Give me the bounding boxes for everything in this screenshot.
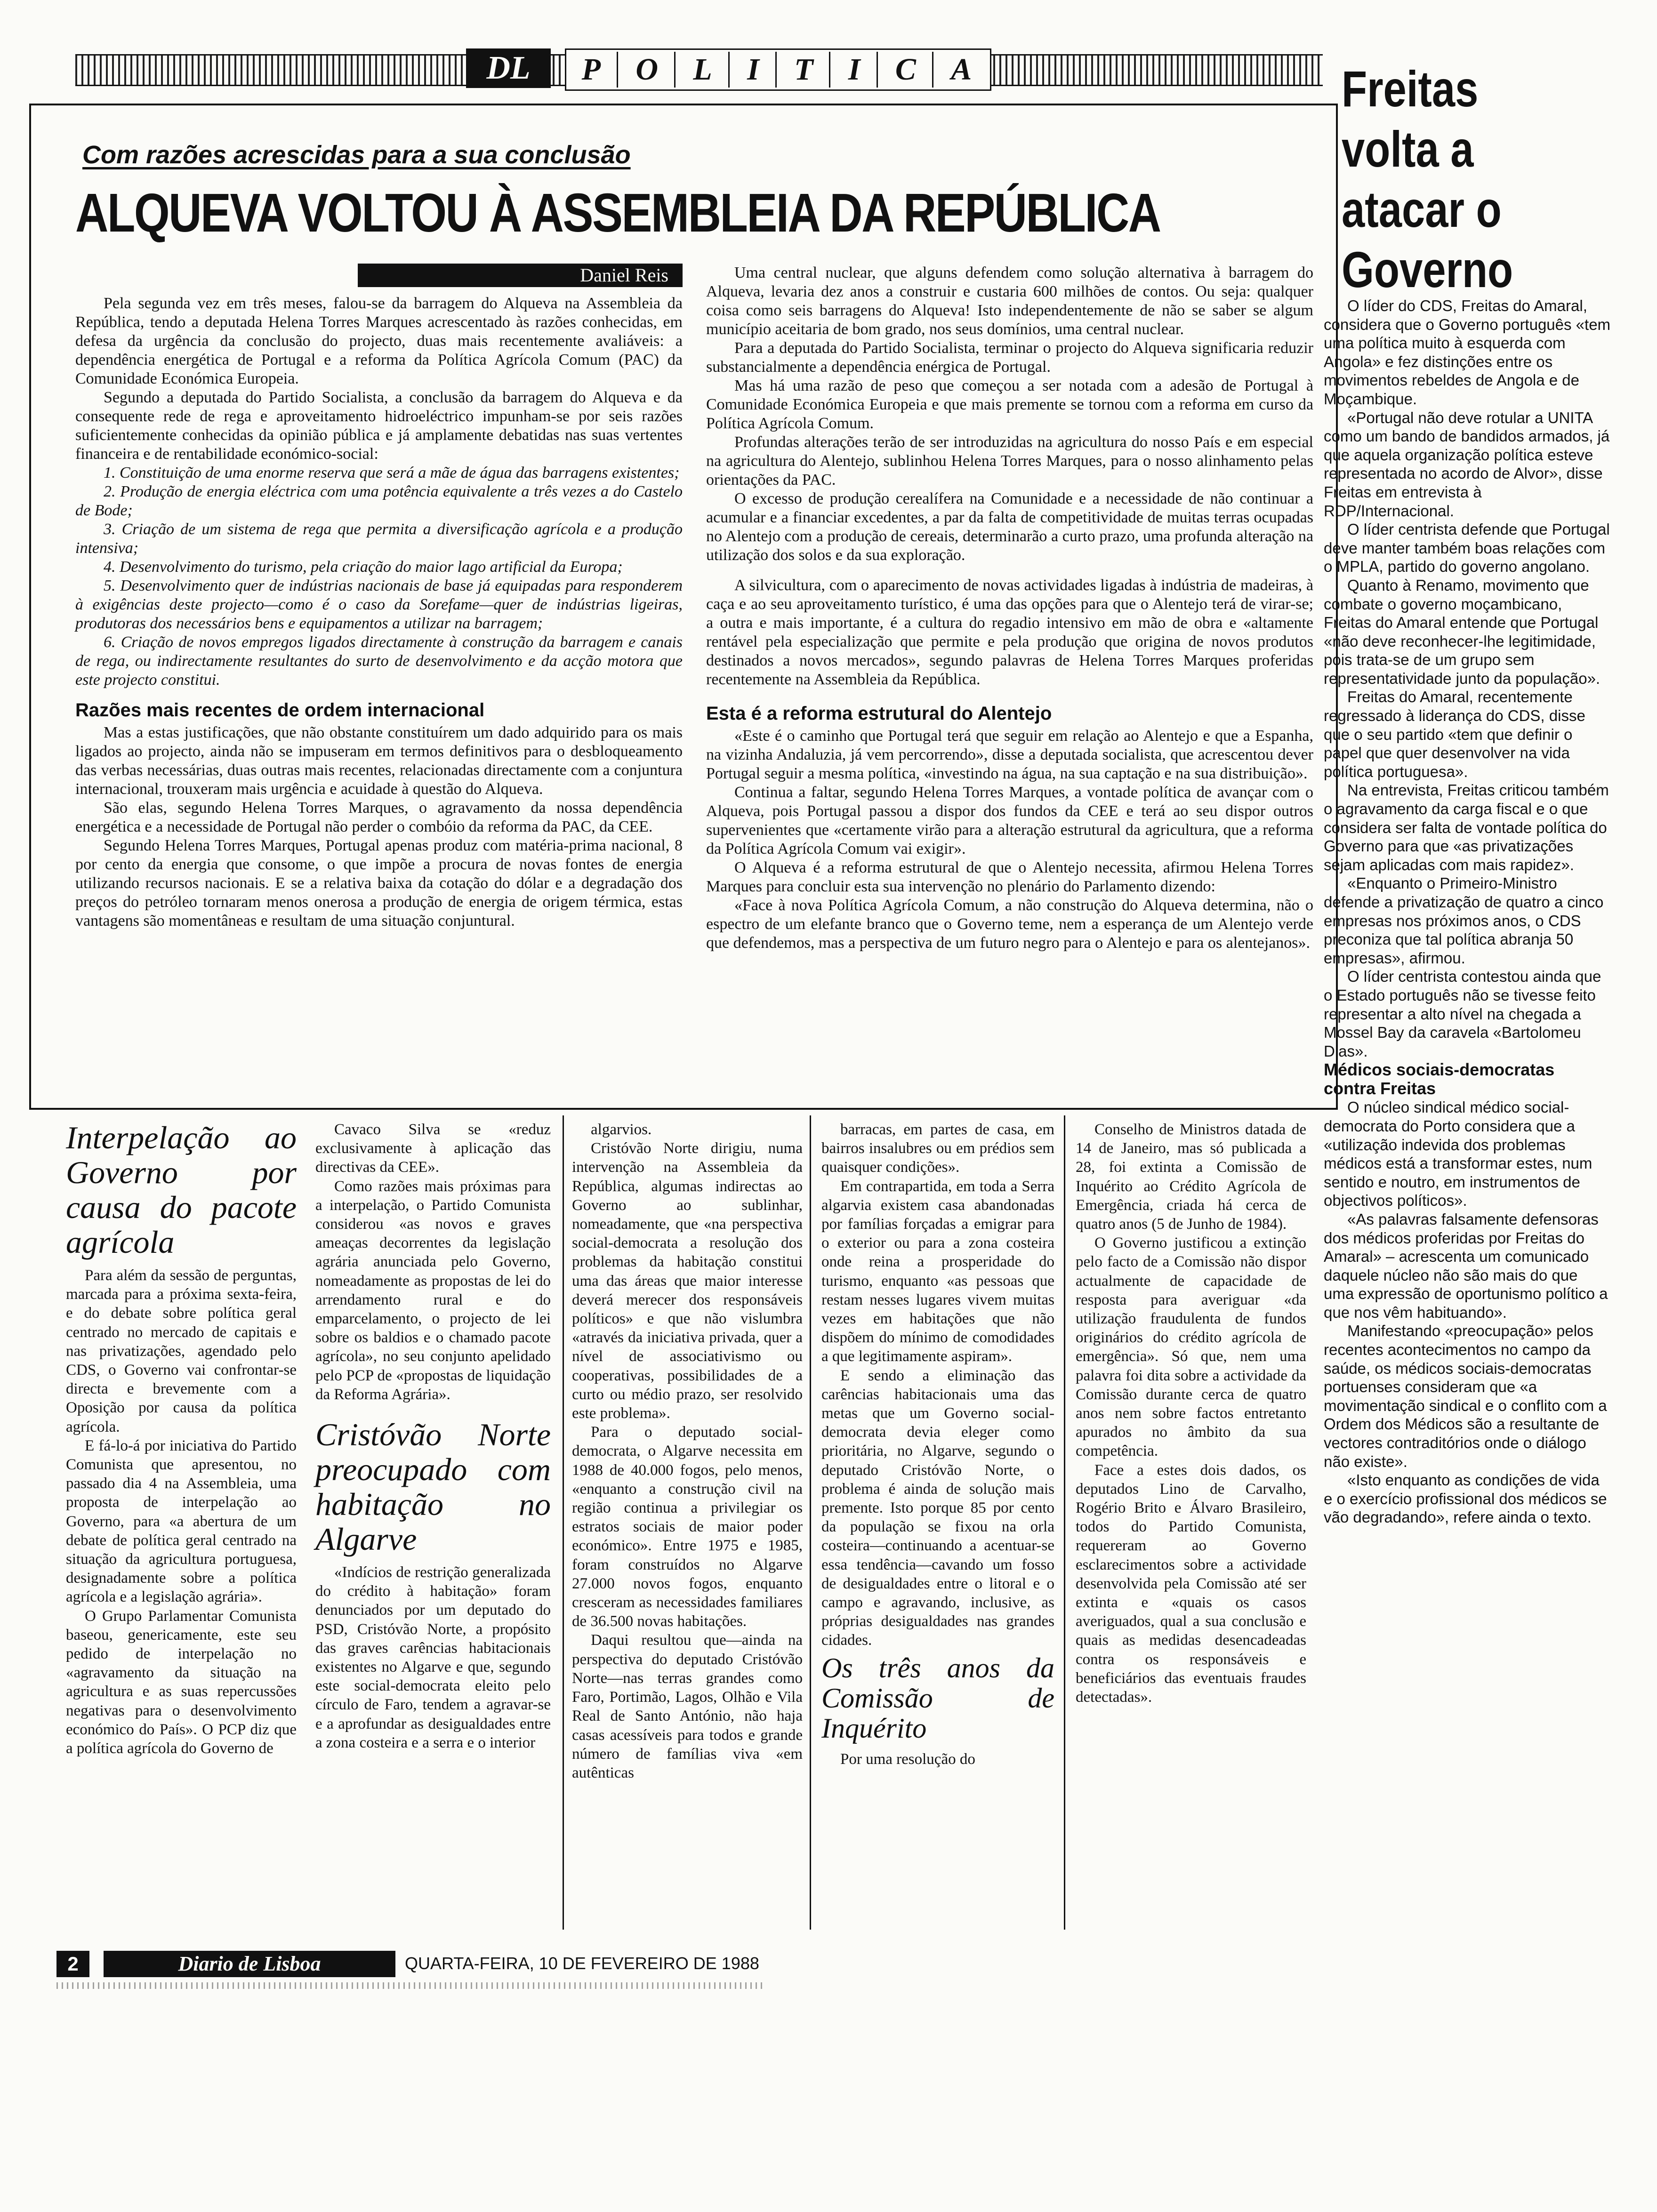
article-column-1	[75, 294, 683, 930]
paragraph: O excesso de produção cerealífera na Comunidade e a necessidade de não continuar a acumular e a financiar excedentes, a par da falta de competitividade de muitas terras ocupadas no Alentejo com a produção de cereais, determinarão a curto prazo, uma profunda alteração na utilização dos solos e da sua exploração.	[706, 490, 1313, 564]
paragraph: Profundas alterações terão de ser introduzidas na agricultura do nosso País e em especial na agricultura do Alentejo, sublinhou Helena Torres Marques, para o nosso alinhamento pelas orientações da PAC.	[706, 433, 1313, 489]
paragraph: O líder centrista contestou ainda que o Estado português não se tivesse feito representar a alto nível na chegada a Mossel Bay da caravela «Bartolomeu Dias».	[1324, 968, 1601, 1060]
article-kicker: Com razões acrescidas para a sua conclusão	[82, 141, 631, 169]
paragraph: «Face à nova Política Agrícola Comum, a não construção do Alqueva determina, não o espectro de um elefante branco que o Governo teme, nem a esperança de um Alentejo verde que defendemos, mas a perspectiva de um futuro negro para o Alentejo e para os alentejanos».	[706, 897, 1313, 952]
paragraph: «Este é o caminho que Portugal terá que seguir em relação ao Alentejo e que a Espanha, na vizinha Andaluzia, já vem percorrendo», disse a deputada socialista, que acrescentou dever Portugal seguir a mesma política, «investindo na água, na sua captação e na sua distribuição».	[706, 727, 1313, 782]
paragraph: «As palavras falsamente defensoras dos médicos proferidas por Freitas do Amaral» – acrescenta um comunicado daquele núcleo não são mais do que uma expressão de oportunismo político a que nos vêm habituando».	[1324, 1210, 1608, 1321]
paragraph: Manifestando «preocupação» pelos recentes acontecimentos no campo da saúde, os médicos sociais-democratas portuenses consideram que «a movimentação sindical e o conflito com a Ordem dos Médicos são a resultante de vectores contraditórios onde o diálogo não existe».	[1324, 1322, 1607, 1470]
subheading: Esta é a reforma estrutural do Alentejo	[706, 703, 1052, 724]
paragraph: Como razões mais próximas para a interpelação, o Partido Comunista considerou «as novos e graves ameaças decorrentes da legislação agrária anunciada pelo Governo, nomeadamente as propostas de lei do arrendamento rural e do emparcelamento, o projecto de lei sobre os baldios e o chamado pacote agrícola», no seu conjunto apelidado pelo PCP de «propostas de liquidação da Reforma Agrária».	[315, 1178, 551, 1403]
dl-logo: DL	[466, 48, 551, 88]
paragraph: Para a deputada do Partido Socialista, terminar o projecto do Alqueva significaria reduzir substancialmente a dependência enérgica de Portugal.	[706, 339, 1313, 376]
paragraph: «Enquanto o Primeiro-Ministro defende a privatização de quatro a cinco empresas nos próximos anos, o CDS preconiza que tal política abranja 50 empresas», afirmou.	[1324, 874, 1604, 967]
page-footer	[56, 1951, 763, 1979]
article-column-2	[706, 264, 1313, 953]
brief-column-5	[1076, 1120, 1306, 1707]
paragraph: Mas a estas justificações, que não obstante constituírem um dado adquirido para os mais ligados ao projecto, ainda não se impuseram em termos definitivos para o desbloqueamento das verbas necessárias, duas outras mais recentes, relacionadas directamente com a conjuntura internacional, trouxeram mais urgência e acuidade à questão do Alqueva.	[75, 724, 683, 798]
paragraph: Quanto à Renamo, movimento que combate o governo moçambicano, Freitas do Amaral entende que Portugal «não deve reconhecer-lhe legitimidade, pois trata-se de um grupo sem representatividade junto da população».	[1324, 576, 1601, 687]
paragraph: «Isto enquanto as condições de vida e o exercício profissional dos médicos se vão degradando», refere ainda o texto.	[1324, 1471, 1607, 1526]
sidebar-headline: Freitas volta a atacar o Governo	[1342, 60, 1513, 298]
sidebar-column	[1324, 297, 1611, 1527]
section-letter: O	[622, 52, 676, 88]
column-divider	[1064, 1115, 1065, 1930]
paragraph: Pela segunda vez em três meses, falou-se da barragem do Alqueva na Assembleia da República, tendo a deputada Helena Torres Marques acrescentado às razões conhecidas, em defesa da urgência da conclusão do projecto, duas mais recentemente avaliáveis: a dependência energética de Portugal e a reforma da Política Agrícola Comum (PAC) da Comunidade Económica Europeia.	[75, 295, 683, 387]
brief-heading: Os três anos da Comissão de Inquérito	[821, 1652, 1054, 1744]
paragraph: São elas, segundo Helena Torres Marques, o agravamento da nossa dependência energética e a necessidade de Portugal não perder o combóio da reforma da PAC, da CEE.	[75, 799, 683, 835]
paragraph: Freitas do Amaral, recentemente regressado à liderança do CDS, disse que o seu partido «tem que definir o papel que quer desenvolver na vida política portuguesa».	[1324, 688, 1585, 780]
paragraph: E sendo a eliminação das carências habitacionais uma das metas que um Governo social-democrata devia eleger como prioritária, no Algarve, segundo o deputado Cristóvão Norte, o problema é ainda de solução mais premente. Isto porque 85 por cento da população se fixou na orla costeira—continuando a acentuar-se essa tendência—cavando um fosso de desigualdades entre o litoral e o campo e agravando, inclusive, as próprias desigualdades nas grandes cidades.	[821, 1367, 1054, 1649]
list-item: 2. Produção de energia eléctrica com uma potência equivalente a três vezes a do Castelo de Bode;	[75, 483, 683, 519]
paragraph: Em contrapartida, em toda a Serra algarvia existem casa abandonadas por famílias forçadas a emigrar para o exterior ou para a zona costeira onde reina a prosperidade do turismo, enquanto «as pessoas que restam nesses lugares vivem muitas vezes em habitações que não dispõem do mínimo de comodidades a que legitimamente aspiram».	[821, 1178, 1054, 1365]
article-headline: ALQUEVA VOLTOU À ASSEMBLEIA DA REPÚBLICA	[75, 182, 1160, 243]
paragraph: O líder do CDS, Freitas do Amaral, considera que o Governo português «tem uma política muito à esquerda com Angola» e fez distinções entre os movimentos rebeldes de Angola e de Moçambique.	[1324, 297, 1611, 408]
column-divider	[810, 1115, 811, 1930]
paragraph: A silvicultura, com o aparecimento de novas actividades ligadas à indústria de madeiras, à caça e ao seu aproveitamento turístico, é uma das opções para que o Alentejo terá de virar-se; a outra e mais importante, é a cultura do regadio intensivo em mão de obra e «altamente rentável pela especialização que permite e pela produção que origina de novos produtos destinados a novos mercados», segundo palavras de Helena Torres Marques proferidas recentemente na Assembleia da República.	[706, 577, 1313, 688]
paragraph: Continua a faltar, segundo Helena Torres Marques, a vontade política de avançar com o Alqueva, pois Portugal passou a dispor dos fundos da CEE e terá ao seu dispor outros supervenientes que «certamente virão para a alteração estrutural da agricultura, que a reforma da Política Agrícola Comum vai exigir».	[706, 784, 1313, 858]
footer-rule	[56, 1982, 763, 1989]
list-item: 6. Criação de novos empregos ligados directamente à construção da barragem e canais de rega, ou indirectamente resultantes do surto de desenvolvimento e da acção motora que este projecto constitui.	[75, 633, 683, 689]
paragraph: Mas há uma razão de peso que começou a ser notada com a adesão de Portugal à Comunidade Económica Europeia e que mais premente se tornou com a reforma em curso da Política Agrícola Comum.	[706, 377, 1313, 432]
paragraph: «Indícios de restrição generalizada do crédito à habitação» foram denunciados por um deputado do PSD, Cristóvão Norte, a propósito das graves carências habitacionais existentes no Algarve e que, segundo este social-democrata eleito pelo círculo de Faro, tendem a agravar-se e a aprofundar as desigualdades entre a zona costeira e a serra e o interior	[315, 1564, 551, 1751]
paragraph: E fá-lo-á por iniciativa do Partido Comunista que apresentou, no passado dia 4 na Assembleia, uma proposta de interpelação ao Governo, para «a abertura de um debate de política geral centrado na situação da agricultura portuguesa, designadamente sobre a política agrícola e a legislação agrária».	[66, 1437, 297, 1606]
paragraph: Para além da sessão de perguntas, marcada para a próxima sexta-feira, e do debate sobre política geral centrado no mercado de capitais e nas privatizações, agendado pelo CDS, o Governo vai confrontar-se directa e brevemente com a Oposição por causa da política agrícola.	[66, 1267, 297, 1435]
paragraph: Cristóvão Norte dirigiu, numa intervenção na Assembleia da República, algumas indirectas ao Governo ao sublinhar, nomeadamente, que «na perspectiva social-democrata a resolução dos problemas da habitação constitui uma das áreas que maior interesse deverá merecer dos responsáveis políticos» e que não vislumbra «através da iniciativa privada, quer a nível de associativismo ou cooperativas, possibilidades de a curto ou médio prazo, ser resolvido este problema».	[572, 1140, 803, 1422]
masthead-logo: Diario de Lisboa	[104, 1951, 395, 1977]
paragraph: O Alqueva é a reforma estrutural de que o Alentejo necessita, afirmou Helena Torres Marques para concluir esta sua intervenção no plenário do Parlamento dizendo:	[706, 859, 1313, 895]
list-item: 4. Desenvolvimento do turismo, pela criação do maior lago artificial da Europa;	[104, 558, 623, 576]
page-number: 2	[56, 1951, 89, 1977]
byline: Daniel Reis	[358, 264, 683, 287]
paragraph: Cavaco Silva se «reduz exclusivamente à aplicação das directivas da CEE».	[315, 1121, 551, 1176]
subheading: Razões mais recentes de ordem internacional	[75, 700, 485, 721]
paragraph: Daqui resultou que—ainda na perspectiva do deputado Cristóvão Norte—nas terras grandes como Faro, Portimão, Lagos, Olhão e Vila Real de Santo António, não haja casas acessíveis para todos e grande número de famílias viva «em autênticas	[572, 1632, 803, 1781]
section-letter: P	[569, 52, 618, 88]
paragraph: O líder centrista defende que Portugal deve manter também boas relações com o MPLA, partido do governo angolano.	[1324, 521, 1610, 576]
paragraph: Face a estes dois dados, os deputados Lino de Carvalho, Rogério Brito e Álvaro Brasileiro, todos do Partido Comunista, requereram ao Governo esclarecimentos sobre a actividade desenvolvida pela Comissão até ser extinta e «quais os casos averiguados, qual a sua conclusão e quais as medidas desencadeadas contra os responsáveis e beneficiários das eventuais fraudes detectadas».	[1076, 1461, 1306, 1706]
paragraph: algarvios.	[591, 1121, 652, 1138]
issue-date: QUARTA-FEIRA, 10 DE FEVEREIRO DE 1988	[405, 1954, 759, 1973]
paragraph: «Portugal não deve rotular a UNITA como um bando de bandidos armados, já que aquela organização política esteve representada no acordo de Alvor», disse Freitas em entrevista à RDP/Internacional.	[1324, 409, 1610, 520]
paragraph: Conselho de Ministros datada de 14 de Janeiro, mas só publicada a 28, foi extinta a Comissão de Inquérito ao Crédito Agrícola de Emergência, criada há cerca de quatro anos (5 de Junho de 1984).	[1076, 1121, 1306, 1233]
paragraph: Segundo Helena Torres Marques, Portugal apenas produz com matéria-prima nacional, 8 por cento da energia que consome, o que impõe a procura de novas fontes de energia utilizando recursos nacionais. E se a relativa baixa da cotação do dólar e a degradação dos preços do petróleo tornaram menos onerosa a produção de energia de origem térmica, estas vantagens são momentâneas e resultam de uma situação conjuntural.	[75, 837, 683, 930]
paragraph: O núcleo sindical médico social-democrata do Porto considera que a «utilização indevida dos problemas médicos está a transformar estes, num sentido e noutro, em instrumentos de objectivos políticos».	[1324, 1098, 1593, 1210]
paragraph: O Grupo Parlamentar Comunista baseou, genericamente, este seu pedido de interpelação no «agravamento da situação na agricultura e as suas repercussões negativas para o desenvolvimento económico do País». O PCP diz que a política agrícola do Governo de	[66, 1607, 297, 1757]
section-letter: T	[781, 52, 830, 88]
brief-heading: Cristóvão Norte preocupado com habitação no Algarve	[315, 1417, 551, 1557]
paragraph: barracas, em partes de casa, em bairros insalubres ou em prédios sem quaisquer condições».	[821, 1121, 1054, 1176]
section-letter: A	[951, 52, 975, 87]
paragraph: Segundo a deputada do Partido Socialista, a conclusão da barragem do Alqueva e da consequente rede de rega e aproveitamento hidroeléctrico impunham-se por seis razões suficientemente conhecidas da opinião pública e já amplamente debatidas nas suas vertentes financeira e de rentabilidade económico-social:	[75, 389, 683, 463]
brief-column-2	[315, 1120, 551, 1752]
section-letter: L	[680, 52, 729, 88]
list-item: 5. Desenvolvimento quer de indústrias nacionais de base já equipadas para responderem à exigências deste projecto—como é o caso da Sorefame—quer de indústrias ligeiras, produtoras dos necessários bens e equipamentos a utilizar na barragem;	[75, 577, 683, 632]
brief-column-1	[66, 1120, 297, 1758]
paragraph: Para o deputado social-democrata, o Algarve necessita em 1988 de 40.000 fogos, pelo menos, «enquanto a construção civil na região continua a privilegiar os estratos sociais de maior poder económico». Entre 1975 e 1985, foram construídos no Algarve 27.000 novos fogos, enquanto cresceram as necessidades familiares de 36.500 novas habitações.	[572, 1424, 803, 1630]
paragraph: Na entrevista, Freitas criticou também o agravamento da carga fiscal e o que considera ser falta de vontade política do Governo para que «as privatizações sejam aplicadas com mais rapidez».	[1324, 781, 1609, 874]
section-letter: I	[835, 52, 878, 88]
section-letter: I	[734, 52, 777, 88]
paragraph: O Governo justificou a extinção pelo facto de a Comissão não dispor actualmente de capacidade de resposta para averiguar «da utilização fraudulenta de fundos originários do crédito agrícola de emergência». Só que, nem uma palavra foi dita sobre a actividade da Comissão durante cerca de quatro anos nem sobre factos entretanto apurados no âmbito da sua competência.	[1076, 1234, 1306, 1460]
brief-column-3	[572, 1120, 803, 1782]
section-title	[565, 48, 991, 91]
list-item: 3. Criação de um sistema de rega que permita a diversificação agrícola e a produção intensiva;	[75, 521, 683, 557]
section-letter: C	[882, 52, 933, 88]
sidebar-subheading: Médicos sociais-democratas contra Freitas	[1324, 1060, 1555, 1098]
paragraph: Por uma resolução do	[840, 1750, 975, 1768]
brief-heading: Interpelação ao Governo por causa do pacote agrícola	[66, 1120, 297, 1260]
brief-column-4	[821, 1120, 1054, 1769]
section-header	[75, 45, 1323, 92]
list-item: 1. Constituição de uma enorme reserva que será a mãe de água das barragens existentes;	[104, 464, 680, 481]
column-divider	[563, 1115, 564, 1930]
paragraph: Uma central nuclear, que alguns defendem como solução alternativa à barragem do Alqueva, levaria dez anos a construir e custaria 600 milhões de contos. Ou seja: qualquer coisa como seis barragens do Alqueva! Isto independentemente de não se saber se algum município aceitaria de bom grado, nos seus domínios, uma central nuclear.	[706, 264, 1313, 338]
